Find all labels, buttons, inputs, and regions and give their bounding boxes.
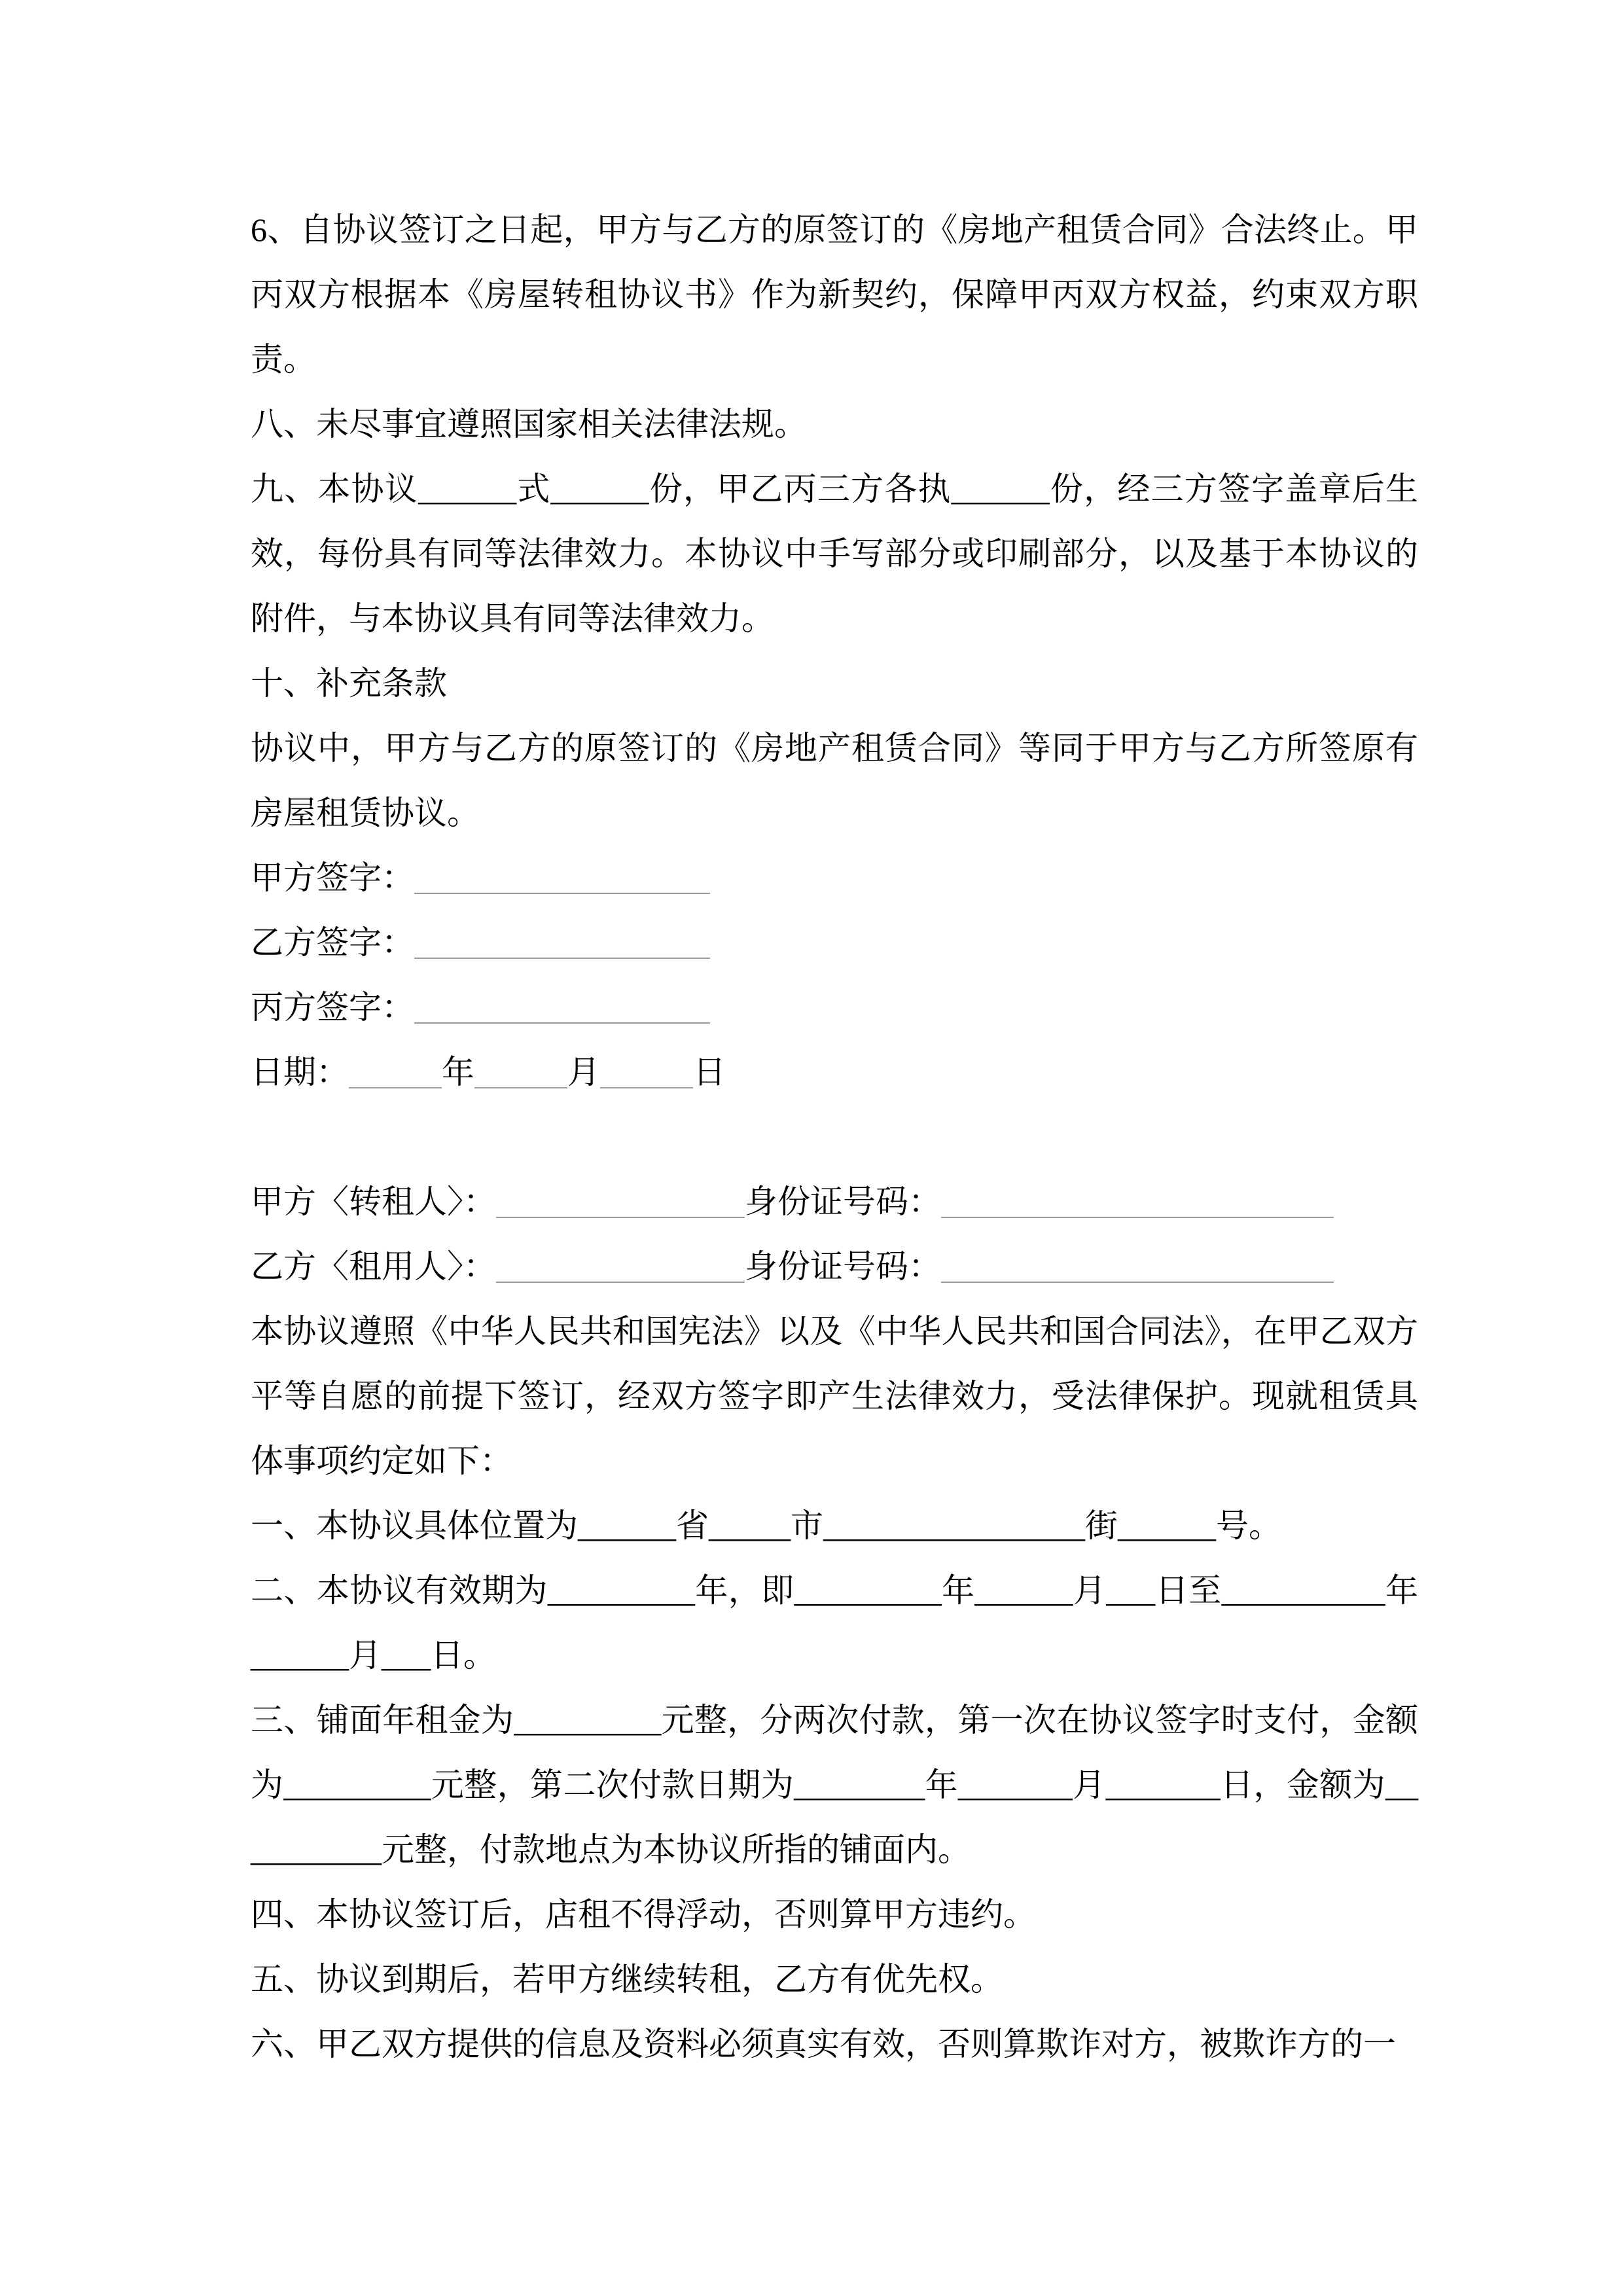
party-b-signature-label: 乙方签字： (251, 924, 414, 961)
party-b-name-blank (496, 1282, 745, 1283)
date-day-label: 日 (693, 1054, 726, 1090)
date-year-label: 年 (442, 1054, 474, 1090)
party-b-signature-row (251, 910, 1418, 975)
clause-9-paragraph: 九、本协议______式______份，甲乙丙三方各执______份，经三方签字盖章后生效，每份具有同等法律效力。本协议中手写部分或印刷部分，以及基于本协议的附件，与本协议具有同等法律效力。 (251, 471, 1418, 637)
date-month-blank (474, 1087, 567, 1088)
party-b-identity-row (251, 1234, 1418, 1299)
date-row (251, 1040, 1418, 1105)
term-1-paragraph: 一、本协议具体位置为______省_____市________________街______号。 (251, 1507, 1281, 1544)
party-a-id-blank (941, 1217, 1334, 1218)
party-c-signature-row (251, 975, 1418, 1040)
clause-10-paragraph: 协议中，甲方与乙方的原签订的《房地产租赁合同》等同于甲方与乙方所签原有房屋租赁协议。 (251, 730, 1418, 831)
date-month-label: 月 (567, 1054, 600, 1090)
party-a-role-label: 甲方〈转租人〉： (251, 1183, 496, 1220)
clause-10-title: 十、补充条款 (251, 665, 447, 702)
party-a-name-blank (496, 1217, 745, 1218)
term-2-paragraph: 二、本协议有效期为_________年，即_________年______月___日至__________年______月___日。 (251, 1572, 1418, 1674)
clause-8-paragraph: 八、未尽事宜遵照国家相关法律法规。 (251, 406, 807, 442)
document-page (251, 198, 1418, 2077)
date-year-blank (349, 1087, 442, 1088)
party-b-id-label: 身份证号码： (745, 1248, 941, 1285)
term-6-paragraph: 六、甲乙双方提供的信息及资料必须真实有效，否则算欺诈对方，被欺诈方的一 (251, 2026, 1396, 2062)
party-a-signature-row (251, 846, 1418, 910)
party-c-signature-label: 丙方签字： (251, 989, 414, 1026)
party-b-id-blank (941, 1282, 1334, 1283)
clause-6-paragraph: 6、自协议签订之日起，甲方与乙方的原签订的《房地产租赁合同》合法终止。甲丙双方根据本《房屋转租协议书》作为新契约，保障甲丙双方权益，约束双方职责。 (251, 211, 1418, 378)
term-4-paragraph: 四、本协议签订后，店租不得浮动，否则算甲方违约。 (251, 1896, 1036, 1933)
party-a-id-label: 身份证号码： (745, 1183, 941, 1220)
party-c-signature-blank (414, 1022, 710, 1024)
party-a-identity-row (251, 1170, 1418, 1234)
date-prefix-label: 日期： (251, 1054, 349, 1090)
date-day-blank (600, 1087, 693, 1088)
party-a-signature-label: 甲方签字： (251, 859, 414, 896)
party-b-role-label: 乙方〈租用人〉： (251, 1248, 496, 1285)
term-3-paragraph: 三、铺面年租金为_________元整，分两次付款，第一次在协议签字时支付，金额为_________元整，第二次付款日期为________年_______月_______日，金额为__________元整，付款地点为本协议所指的铺面内。 (251, 1702, 1418, 1868)
preamble-paragraph: 本协议遵照《中华人民共和国宪法》以及《中华人民共和国合同法》，在甲乙双方平等自愿的前提下签订，经双方签字即产生法律效力，受法律保护。现就租赁具体事项约定如下： (251, 1313, 1418, 1479)
party-b-signature-blank (414, 958, 710, 959)
term-5-paragraph: 五、协议到期后，若甲方继续转租，乙方有优先权。 (251, 1961, 1003, 1998)
party-a-signature-blank (414, 893, 710, 894)
